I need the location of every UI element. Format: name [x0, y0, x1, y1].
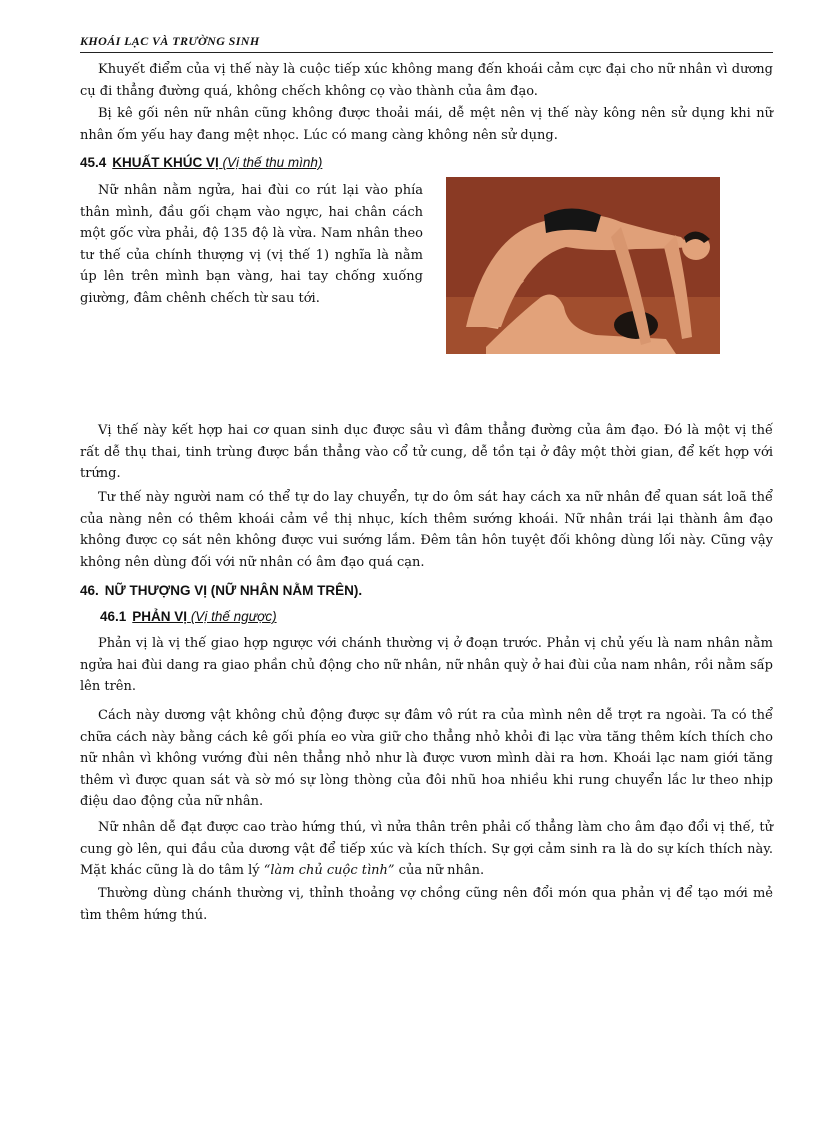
heading-number: 45.4 [80, 155, 107, 170]
heading-title-underlined [132, 609, 276, 624]
italic-quote: “làm chủ cuộc tình” [263, 863, 395, 878]
heading-46-1 [100, 609, 277, 624]
paragraph-text-end: của nữ nhân. [394, 863, 485, 878]
heading-subtitle: (Vị thế thu mình) [222, 155, 323, 170]
couple-photo [446, 177, 720, 354]
heading-number: 46.1 [100, 609, 127, 624]
heading-title: NỮ THƯỢNG VỊ (NỮ NHÂN NẰM TRÊN). [104, 583, 363, 598]
section-45-4-paragraph-1: Nữ nhân nằm ngửa, hai đùi co rút lại vào phía thân mình, đầu gối chạm vào ngực, hai chân cách một gốc vừa phải, độ 135 độ là vừa. Nam nhân theo tư thế của chính thượng vị (vị thế 1) nghĩa là nằm úp lên trên mình bạn vàng, hai tay chống xuống giường, đâm chênh chếch từ sau tới. [80, 183, 423, 306]
section-46-1-paragraph-3 [80, 817, 773, 882]
heading-subtitle: (Vị thế ngược) [190, 609, 277, 624]
heading-title-underlined [112, 155, 322, 170]
section-46-1-paragraph-2: Cách này dương vật không chủ động được sự đâm vô rút ra của mình nên dễ trợt ra ngoài. Ta có thể chữa cách này bằng cách kê gối phía eo vừa giữ cho thẳng nhỏ khỏi đi lạc vừa tăng thêm kích thích cho nữ nhân vì không vướng đùi nên thẳng nhỏ như là được vươn mình dài ra hơn. Khoái lạc nam giới tăng thêm vì được quan sát và sờ mó sự lòng thòng của đôi nhũ hoa nhiều khi rung chuyển lắc lư theo nhịp điệu dao động của nữ nhân. [80, 708, 773, 809]
section-46-1-paragraph-4: Thường dùng chánh thường vị, thỉnh thoảng vợ chồng cũng nên đổi món qua phản vị để tạo mới mẻ tìm thêm hứng thú. [80, 886, 773, 923]
heading-46 [80, 583, 362, 598]
heading-title: PHẢN VỊ [132, 609, 188, 624]
section-45-4-paragraph-3: Tư thế này người nam có thể tự do lay chuyển, tự do ôm sát hay cách xa nữ nhân để quan sát loã thể của nàng nên có thêm khoái cảm về thị nhục, kích thêm sướng khoái. Nữ nhân trái lại thành âm đạo không được cọ sát nên không được vui sướng lắm. Đêm tân hôn tuyệt đối không dùng lối này. Cũng vậy không nên dùng đối với nữ nhân có âm đạo quá cạn. [80, 490, 773, 570]
couple-photo-illustration [446, 177, 720, 354]
section-45-4-paragraph-2: Vị thế này kết hợp hai cơ quan sinh dục được sâu vì đâm thẳng đường của âm đạo. Đó là một vị thế rất dễ thụ thai, tinh trùng được bắn thẳng vào cổ tử cung, dễ tồn tại ở đây một thời gian, để kết hợp với trứng. [80, 423, 773, 481]
heading-45-4 [80, 155, 322, 170]
section-46-1-paragraph-1: Phản vị là vị thế giao hợp ngược với chánh thường vị ở đoạn trước. Phản vị chủ yếu là nam nhân nằm ngửa hai đùi dang ra giao phần chủ động cho nữ nhân, nữ nhân quỳ ở hai đùi của nam nhân, rồi nằm sấp lên trên. [80, 636, 773, 694]
heading-title: KHUẤT KHÚC VỊ [112, 155, 219, 170]
heading-number: 46. [80, 583, 99, 598]
running-header: KHOÁI LẠC VÀ TRƯỜNG SINH [80, 34, 773, 53]
intro-paragraph-1: Khuyết điểm của vị thế này là cuộc tiếp xúc không mang đến khoái cảm cực đại cho nữ nhân vì dương cụ đi thẳng đường quá, không chếch không cọ vào thành của âm đạo. [80, 62, 773, 99]
intro-paragraph-2: Bị kê gối nên nữ nhân cũng không được thoải mái, dễ mệt nên vị thế này kông nên sử dụng khi nữ nhân ốm yếu hay đang mệt nhọc. Lúc có mang càng không nên sử dụng. [80, 106, 773, 143]
paragraph-text: Nữ nhân dễ đạt được cao trào hứng thú, vì nửa thân trên phải cố thẳng làm cho âm đạo đổi vị thế, tử cung gò lên, qui đầu của dương vật để tiếp xúc và kích thích. Sự gợi cảm sinh ra là do sự kích thích này. Mặt khác cũng là do tâm lý [80, 820, 773, 878]
